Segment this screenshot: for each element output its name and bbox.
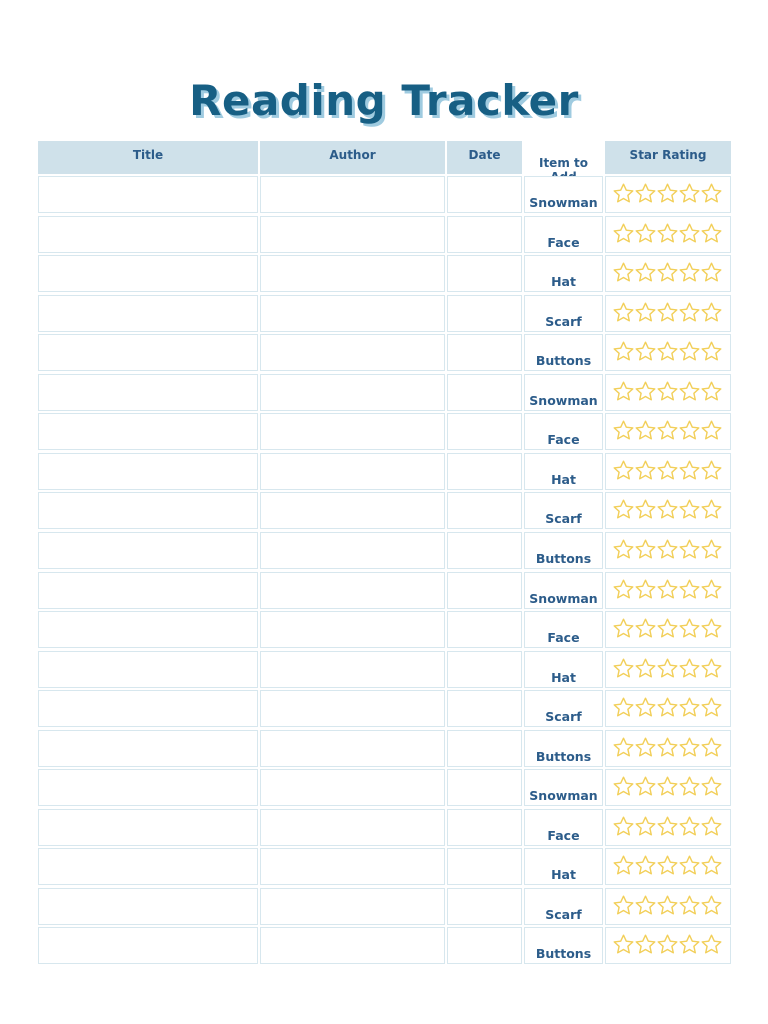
star-outline-icon[interactable] [680,224,699,242]
header-title [38,141,258,174]
star-outline-icon[interactable] [636,184,655,202]
rating-cell [605,690,731,727]
author-cell[interactable] [260,295,445,332]
rating-cell [605,413,731,450]
item-cell [524,334,603,371]
stars-svg [613,933,725,957]
star-rating[interactable] [613,380,725,404]
header-item-label: Item to [538,156,588,170]
date-cell[interactable] [447,651,522,688]
item-cell [524,492,603,529]
star-outline-icon[interactable] [658,224,677,242]
item-label: Buttons [535,749,592,764]
date-cell[interactable] [447,888,522,925]
star-outline-icon[interactable] [636,342,655,360]
star-outline-icon[interactable] [702,935,721,953]
header-date-label: Date [468,148,501,162]
item-cell [524,374,603,411]
rating-cell [605,492,731,529]
item-label: Scarf [545,709,582,724]
date-cell[interactable] [447,848,522,885]
stars-svg [613,736,725,760]
title-cell[interactable] [38,888,258,925]
star-rating[interactable] [613,419,725,443]
item-cell [524,295,603,332]
date-cell[interactable] [447,769,522,806]
item-cell [524,453,603,490]
title-cell[interactable] [38,295,258,332]
star-outline-icon[interactable] [614,659,633,677]
star-outline-icon[interactable] [636,500,655,518]
star-rating[interactable] [613,261,725,285]
star-outline-icon[interactable] [702,342,721,360]
star-outline-icon[interactable] [702,184,721,202]
star-outline-icon[interactable] [680,461,699,479]
star-outline-icon[interactable] [702,817,721,835]
author-cell[interactable] [260,532,445,569]
rating-cell [605,255,731,292]
star-outline-icon[interactable] [702,421,721,439]
star-outline-icon[interactable] [680,500,699,518]
author-cell[interactable] [260,492,445,529]
title-cell[interactable] [38,334,258,371]
item-cell [524,216,603,253]
rating-cell [605,334,731,371]
item-cell [524,848,603,885]
star-outline-icon[interactable] [636,659,655,677]
stars-svg [613,222,725,246]
star-outline-icon[interactable] [702,263,721,281]
star-outline-icon[interactable] [702,856,721,874]
title-cell[interactable] [38,572,258,609]
item-cell [524,927,603,964]
item-cell [524,690,603,727]
star-outline-icon[interactable] [614,263,633,281]
author-cell[interactable] [260,572,445,609]
star-outline-icon[interactable] [636,461,655,479]
item-label: Snowman [529,195,598,210]
author-cell[interactable] [260,927,445,964]
date-cell[interactable] [447,572,522,609]
date-cell[interactable] [447,374,522,411]
title-cell[interactable] [38,611,258,648]
title-cell[interactable] [38,413,258,450]
author-cell[interactable] [260,453,445,490]
date-cell[interactable] [447,413,522,450]
star-outline-icon[interactable] [614,303,633,321]
star-outline-icon[interactable] [636,738,655,756]
rating-cell [605,848,731,885]
star-rating[interactable] [613,578,725,602]
date-cell[interactable] [447,690,522,727]
date-cell[interactable] [447,295,522,332]
date-cell[interactable] [447,730,522,767]
star-outline-icon[interactable] [614,935,633,953]
rating-cell [605,888,731,925]
item-cell [524,572,603,609]
star-outline-icon[interactable] [614,817,633,835]
author-cell[interactable] [260,848,445,885]
page-title: Reading Tracker [189,76,579,125]
star-outline-icon[interactable] [658,303,677,321]
rating-cell [605,730,731,767]
star-outline-icon[interactable] [680,184,699,202]
star-outline-icon[interactable] [680,896,699,914]
star-rating[interactable] [613,696,725,720]
rating-cell [605,927,731,964]
star-outline-icon[interactable] [636,619,655,637]
item-label: Hat [551,670,576,685]
item-label: Hat [551,867,576,882]
rating-cell [605,453,731,490]
header-rating [605,141,731,174]
star-outline-icon[interactable] [614,224,633,242]
star-outline-icon[interactable] [702,698,721,716]
header-title-label: Title [132,148,164,162]
item-label: Scarf [545,907,582,922]
date-cell[interactable] [447,809,522,846]
author-cell[interactable] [260,730,445,767]
title-cell[interactable] [38,927,258,964]
star-outline-icon[interactable] [680,817,699,835]
item-label: Face [547,630,580,645]
star-outline-icon[interactable] [702,224,721,242]
star-rating[interactable] [613,657,725,681]
stars-svg [613,419,725,443]
star-outline-icon[interactable] [702,461,721,479]
rating-cell [605,572,731,609]
rating-cell [605,769,731,806]
star-outline-icon[interactable] [636,263,655,281]
star-outline-icon[interactable] [658,184,677,202]
star-outline-icon[interactable] [636,896,655,914]
stars-svg [613,696,725,720]
star-outline-icon[interactable] [658,659,677,677]
author-cell[interactable] [260,216,445,253]
item-label: Buttons [535,353,592,368]
star-outline-icon[interactable] [614,342,633,360]
item-label: Buttons [535,551,592,566]
star-outline-icon[interactable] [680,303,699,321]
rating-cell [605,532,731,569]
author-cell[interactable] [260,611,445,648]
date-cell[interactable] [447,216,522,253]
star-rating[interactable] [613,538,725,562]
item-cell [524,888,603,925]
stars-svg [613,380,725,404]
stars-svg [613,498,725,522]
stars-svg [613,775,725,799]
rating-cell [605,374,731,411]
header-date [447,141,522,174]
star-outline-icon[interactable] [702,580,721,598]
star-outline-icon[interactable] [614,382,633,400]
star-outline-icon[interactable] [658,817,677,835]
item-cell [524,413,603,450]
star-outline-icon[interactable] [614,540,633,558]
star-outline-icon[interactable] [658,698,677,716]
star-outline-icon[interactable] [658,896,677,914]
item-cell [524,769,603,806]
star-outline-icon[interactable] [614,738,633,756]
star-outline-icon[interactable] [658,382,677,400]
star-outline-icon[interactable] [636,698,655,716]
item-label: Hat [551,472,576,487]
stars-svg [613,617,725,641]
star-outline-icon[interactable] [680,421,699,439]
title-cell[interactable] [38,492,258,529]
star-outline-icon[interactable] [680,580,699,598]
author-cell[interactable] [260,888,445,925]
star-outline-icon[interactable] [636,580,655,598]
star-outline-icon[interactable] [614,698,633,716]
author-cell[interactable] [260,413,445,450]
author-cell[interactable] [260,334,445,371]
star-rating[interactable] [613,815,725,839]
star-outline-icon[interactable] [702,303,721,321]
star-outline-icon[interactable] [636,935,655,953]
stars-svg [613,261,725,285]
star-outline-icon[interactable] [658,619,677,637]
star-outline-icon[interactable] [614,777,633,795]
star-outline-icon[interactable] [702,659,721,677]
star-outline-icon[interactable] [658,738,677,756]
title-cell[interactable] [38,809,258,846]
star-outline-icon[interactable] [614,856,633,874]
star-rating[interactable] [613,617,725,641]
star-outline-icon[interactable] [636,540,655,558]
star-outline-icon[interactable] [680,777,699,795]
star-rating[interactable] [613,854,725,878]
item-label: Face [547,432,580,447]
star-outline-icon[interactable] [636,382,655,400]
rating-cell [605,651,731,688]
star-rating[interactable] [613,894,725,918]
star-outline-icon[interactable] [658,540,677,558]
star-rating[interactable] [613,182,725,206]
author-cell[interactable] [260,690,445,727]
title-cell[interactable] [38,769,258,806]
star-rating[interactable] [613,933,725,957]
star-outline-icon[interactable] [636,817,655,835]
item-label: Scarf [545,314,582,329]
date-cell[interactable] [447,255,522,292]
star-outline-icon[interactable] [702,619,721,637]
rating-cell [605,611,731,648]
stars-svg [613,894,725,918]
stars-svg [613,459,725,483]
rating-cell [605,295,731,332]
star-outline-icon[interactable] [636,856,655,874]
star-rating[interactable] [613,459,725,483]
star-outline-icon[interactable] [680,342,699,360]
title-cell[interactable] [38,176,258,213]
author-cell[interactable] [260,374,445,411]
author-cell[interactable] [260,255,445,292]
star-outline-icon[interactable] [702,540,721,558]
star-rating[interactable] [613,301,725,325]
title-cell[interactable] [38,730,258,767]
date-cell[interactable] [447,492,522,529]
title-cell[interactable] [38,453,258,490]
star-outline-icon[interactable] [658,461,677,479]
title-cell[interactable] [38,255,258,292]
author-cell[interactable] [260,651,445,688]
star-outline-icon[interactable] [680,263,699,281]
header-item [524,141,603,174]
star-outline-icon[interactable] [680,738,699,756]
star-outline-icon[interactable] [614,580,633,598]
star-outline-icon[interactable] [680,382,699,400]
star-outline-icon[interactable] [658,935,677,953]
star-outline-icon[interactable] [680,935,699,953]
item-cell [524,651,603,688]
star-outline-icon[interactable] [636,777,655,795]
item-label: Snowman [529,393,598,408]
star-outline-icon[interactable] [702,777,721,795]
star-outline-icon[interactable] [614,896,633,914]
star-outline-icon[interactable] [680,698,699,716]
stars-svg [613,815,725,839]
star-outline-icon[interactable] [658,856,677,874]
stars-svg [613,182,725,206]
item-cell [524,176,603,213]
date-cell[interactable] [447,927,522,964]
header-author-label: Author [329,148,376,162]
date-cell[interactable] [447,532,522,569]
item-cell [524,532,603,569]
stars-svg [613,538,725,562]
item-label: Face [547,235,580,250]
star-outline-icon[interactable] [614,619,633,637]
star-outline-icon[interactable] [658,580,677,598]
title-cell[interactable] [38,374,258,411]
star-outline-icon[interactable] [702,896,721,914]
item-label: Snowman [529,591,598,606]
star-outline-icon[interactable] [702,738,721,756]
star-outline-icon[interactable] [702,500,721,518]
star-outline-icon[interactable] [680,540,699,558]
star-rating[interactable] [613,736,725,760]
star-rating[interactable] [613,775,725,799]
star-outline-icon[interactable] [614,500,633,518]
star-outline-icon[interactable] [636,303,655,321]
star-outline-icon[interactable] [614,421,633,439]
author-cell[interactable] [260,176,445,213]
stars-svg [613,854,725,878]
star-outline-icon[interactable] [658,777,677,795]
star-rating[interactable] [613,222,725,246]
rating-cell [605,216,731,253]
star-outline-icon[interactable] [614,461,633,479]
item-label: Scarf [545,511,582,526]
item-cell [524,611,603,648]
star-rating[interactable] [613,340,725,364]
header-author [260,141,445,174]
date-cell[interactable] [447,176,522,213]
title-cell[interactable] [38,690,258,727]
star-rating[interactable] [613,498,725,522]
star-outline-icon[interactable] [680,619,699,637]
title-cell[interactable] [38,532,258,569]
star-outline-icon[interactable] [658,263,677,281]
star-outline-icon[interactable] [702,382,721,400]
rating-cell [605,809,731,846]
stars-svg [613,301,725,325]
item-label: Buttons [535,946,592,961]
star-outline-icon[interactable] [680,856,699,874]
author-cell[interactable] [260,809,445,846]
star-outline-icon[interactable] [680,659,699,677]
title-cell[interactable] [38,651,258,688]
date-cell[interactable] [447,334,522,371]
stars-svg [613,578,725,602]
stars-svg [613,657,725,681]
item-label: Snowman [529,788,598,803]
star-outline-icon[interactable] [636,224,655,242]
star-outline-icon[interactable] [658,421,677,439]
title-cell[interactable] [38,848,258,885]
item-label: Face [547,828,580,843]
author-cell[interactable] [260,769,445,806]
star-outline-icon[interactable] [614,184,633,202]
item-cell [524,730,603,767]
header-rating-label: Star Rating [629,148,707,162]
item-cell [524,255,603,292]
date-cell[interactable] [447,611,522,648]
star-outline-icon[interactable] [636,421,655,439]
rating-cell [605,176,731,213]
title-cell[interactable] [38,216,258,253]
star-outline-icon[interactable] [658,500,677,518]
star-outline-icon[interactable] [658,342,677,360]
stars-svg [613,340,725,364]
item-label: Hat [551,274,576,289]
item-cell [524,809,603,846]
date-cell[interactable] [447,453,522,490]
